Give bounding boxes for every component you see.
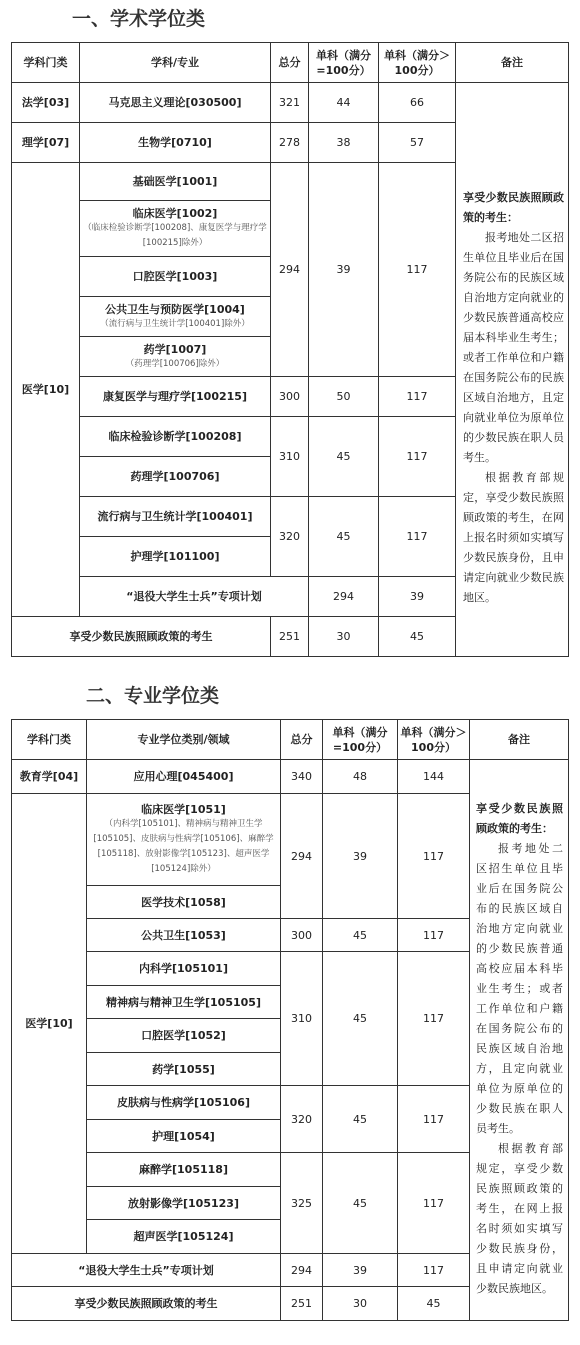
section1-title: 一、学术学位类 bbox=[72, 8, 206, 30]
single-score-100: 45 bbox=[309, 497, 379, 577]
single-score-over-100: 117 bbox=[398, 1086, 470, 1153]
special-plan-label: “退役大学生士兵”专项计划 bbox=[80, 577, 309, 617]
discipline-cell: 护理[1054] bbox=[87, 1120, 281, 1153]
discipline-cell: 放射影像学[105123] bbox=[87, 1187, 281, 1220]
note-heading: 享受少数民族照顾政策的考生： bbox=[463, 191, 564, 224]
single-score-over-100: 117 bbox=[379, 163, 456, 377]
discipline-name: 临床医学[1051] bbox=[141, 803, 226, 816]
total-score: 251 bbox=[271, 617, 309, 657]
single-score-100: 48 bbox=[323, 760, 398, 794]
total-score: 294 bbox=[281, 1254, 323, 1287]
discipline-cell: 超声医学[105124] bbox=[87, 1220, 281, 1254]
header-note: 备注 bbox=[456, 43, 569, 83]
discipline-cell: 生物学[0710] bbox=[80, 123, 271, 163]
note-paragraph: 报考地处二区招生单位且毕业后在国务院公布的民族区域自治地方定向就业的少数民族普通高校应届本科毕业生考生；或者工作单位和户籍在国务院公布的民族区域自治地方，且定向就业单位为原单位的少数民族在职人员考生。 bbox=[463, 231, 564, 464]
single-score-over-100: 117 bbox=[379, 377, 456, 417]
single-score-100: 38 bbox=[309, 123, 379, 163]
special-plan-label: “退役大学生士兵”专项计划 bbox=[12, 1254, 281, 1287]
header-note: 备注 bbox=[470, 720, 569, 760]
discipline-exclusion: （临床检验诊断学[100208]、康复医学与理疗学[100215]除外） bbox=[83, 223, 267, 248]
total-score: 300 bbox=[271, 377, 309, 417]
discipline-name: 临床医学[1002] bbox=[132, 207, 218, 220]
header-single-over-100: 单科（满分＞100分） bbox=[379, 43, 456, 83]
category-cell: 医学[10] bbox=[12, 794, 87, 1254]
table-row bbox=[12, 83, 569, 123]
total-score: 321 bbox=[271, 83, 309, 123]
discipline-exclusion: （药理学[100706]除外） bbox=[125, 358, 225, 369]
single-score-100: 45 bbox=[323, 1086, 398, 1153]
discipline-cell bbox=[80, 297, 271, 337]
total-score: 310 bbox=[281, 952, 323, 1086]
total-score: 320 bbox=[281, 1086, 323, 1153]
total-score: 251 bbox=[281, 1287, 323, 1321]
note-paragraph: 根据教育部规定，享受少数民族照顾政策的考生，在网上报名时须如实填写少数民族身份，且申请定向就业少数民族地区。 bbox=[463, 471, 564, 604]
header-single-100: 单科（满分=100分） bbox=[309, 43, 379, 83]
single-score-over-100: 117 bbox=[398, 919, 470, 952]
single-score-100: 45 bbox=[323, 952, 398, 1086]
single-score-100: 45 bbox=[309, 417, 379, 497]
discipline-cell: 临床检验诊断学[100208] bbox=[80, 417, 271, 457]
discipline-cell: 公共卫生[1053] bbox=[87, 919, 281, 952]
header-category: 学科门类 bbox=[12, 43, 80, 83]
single-score-100: 30 bbox=[309, 617, 379, 657]
discipline-cell: 药学[1055] bbox=[87, 1053, 281, 1086]
total-score: 325 bbox=[281, 1153, 323, 1254]
table-header-row bbox=[12, 43, 569, 83]
total-score: 340 bbox=[281, 760, 323, 794]
special-plan-label: 享受少数民族照顾政策的考生 bbox=[12, 617, 271, 657]
discipline-name: 药学[1007] bbox=[143, 342, 207, 356]
header-single-100: 单科（满分=100分） bbox=[323, 720, 398, 760]
single-score-over-100: 45 bbox=[379, 617, 456, 657]
discipline-cell: 马克思主义理论[030500] bbox=[80, 83, 271, 123]
table-row bbox=[12, 760, 569, 794]
single-score-over-100: 117 bbox=[379, 417, 456, 497]
header-total: 总分 bbox=[281, 720, 323, 760]
total-score: 278 bbox=[271, 123, 309, 163]
single-score-100: 39 bbox=[379, 577, 456, 617]
professional-degree-table bbox=[11, 719, 569, 1321]
discipline-cell bbox=[87, 794, 281, 886]
single-score-over-100: 117 bbox=[398, 794, 470, 919]
discipline-cell: 药理学[100706] bbox=[80, 457, 271, 497]
single-score-100: 39 bbox=[323, 1254, 398, 1287]
note-paragraph: 报考地处二区招生单位且毕业后在国务院公布的民族区域自治地方定向就业的少数民族普通高校应届本科毕业生考生；或者工作单位和户籍在国务院公布的民族区域自治地方，且定向就业单位为原单位的少数民族在职人员考生。 bbox=[476, 842, 563, 1135]
category-cell: 理学[07] bbox=[12, 123, 80, 163]
single-score-100: 39 bbox=[323, 794, 398, 919]
discipline-exclusion: （内科学[105101]、精神病与精神卫生学[105105]、皮肤病与性病学[105106]、麻醉学[105118]、放射影像学[105123]、超声医学[105124]除外） bbox=[93, 819, 274, 874]
discipline-cell: 康复医学与理疗学[100215] bbox=[80, 377, 271, 417]
single-score-100: 45 bbox=[323, 1153, 398, 1254]
single-score-over-100: 45 bbox=[398, 1287, 470, 1321]
header-discipline: 学科/专业 bbox=[80, 43, 271, 83]
discipline-cell: 应用心理[045400] bbox=[87, 760, 281, 794]
total-score: 294 bbox=[309, 577, 379, 617]
single-score-100: 45 bbox=[323, 919, 398, 952]
discipline-cell: 皮肤病与性病学[105106] bbox=[87, 1086, 281, 1120]
discipline-cell: 精神病与精神卫生学[105105] bbox=[87, 986, 281, 1019]
discipline-cell: 口腔医学[1052] bbox=[87, 1019, 281, 1053]
minority-policy-note bbox=[470, 781, 568, 1299]
total-score: 310 bbox=[271, 417, 309, 497]
total-score: 294 bbox=[281, 794, 323, 919]
header-single-over-100: 单科（满分＞100分） bbox=[398, 720, 470, 760]
single-score-over-100: 117 bbox=[398, 952, 470, 1086]
discipline-cell: 医学技术[1058] bbox=[87, 886, 281, 919]
single-score-over-100: 57 bbox=[379, 123, 456, 163]
single-score-over-100: 144 bbox=[398, 760, 470, 794]
single-score-100: 39 bbox=[309, 163, 379, 377]
discipline-cell bbox=[80, 337, 271, 377]
academic-degree-table bbox=[11, 42, 569, 657]
category-cell: 教育学[04] bbox=[12, 760, 87, 794]
note-cell bbox=[456, 83, 569, 657]
category-cell: 医学[10] bbox=[12, 163, 80, 617]
single-score-100: 50 bbox=[309, 377, 379, 417]
note-heading: 享受少数民族照顾政策的考生： bbox=[476, 802, 563, 835]
single-score-over-100: 117 bbox=[398, 1254, 470, 1287]
total-score: 300 bbox=[281, 919, 323, 952]
header-total: 总分 bbox=[271, 43, 309, 83]
discipline-cell: 护理学[101100] bbox=[80, 537, 271, 577]
total-score: 294 bbox=[271, 163, 309, 377]
single-score-over-100: 117 bbox=[398, 1153, 470, 1254]
total-score: 320 bbox=[271, 497, 309, 577]
discipline-cell: 基础医学[1001] bbox=[80, 163, 271, 201]
discipline-cell: 流行病与卫生统计学[100401] bbox=[80, 497, 271, 537]
note-paragraph: 根据教育部规定，享受少数民族照顾政策的考生，在网上报名时须如实填写少数民族身份，且申请定向就业少数民族地区。 bbox=[476, 1142, 563, 1295]
discipline-cell: 内科学[105101] bbox=[87, 952, 281, 986]
discipline-cell: 麻醉学[105118] bbox=[87, 1153, 281, 1187]
discipline-exclusion: （流行病与卫生统计学[100401]除外） bbox=[100, 318, 250, 329]
single-score-over-100: 66 bbox=[379, 83, 456, 123]
section2-title: 二、专业学位类 bbox=[86, 685, 220, 707]
note-cell bbox=[470, 760, 569, 1321]
header-discipline: 专业学位类别/领域 bbox=[87, 720, 281, 760]
single-score-over-100: 117 bbox=[379, 497, 456, 577]
discipline-name: 公共卫生与预防医学[1004] bbox=[105, 302, 245, 316]
table-header-row bbox=[12, 720, 569, 760]
discipline-cell bbox=[80, 201, 271, 257]
single-score-100: 44 bbox=[309, 83, 379, 123]
header-category: 学科门类 bbox=[12, 720, 87, 760]
category-cell: 法学[03] bbox=[12, 83, 80, 123]
discipline-cell: 口腔医学[1003] bbox=[80, 257, 271, 297]
minority-policy-note bbox=[456, 131, 568, 608]
single-score-100: 30 bbox=[323, 1287, 398, 1321]
special-plan-label: 享受少数民族照顾政策的考生 bbox=[12, 1287, 281, 1321]
